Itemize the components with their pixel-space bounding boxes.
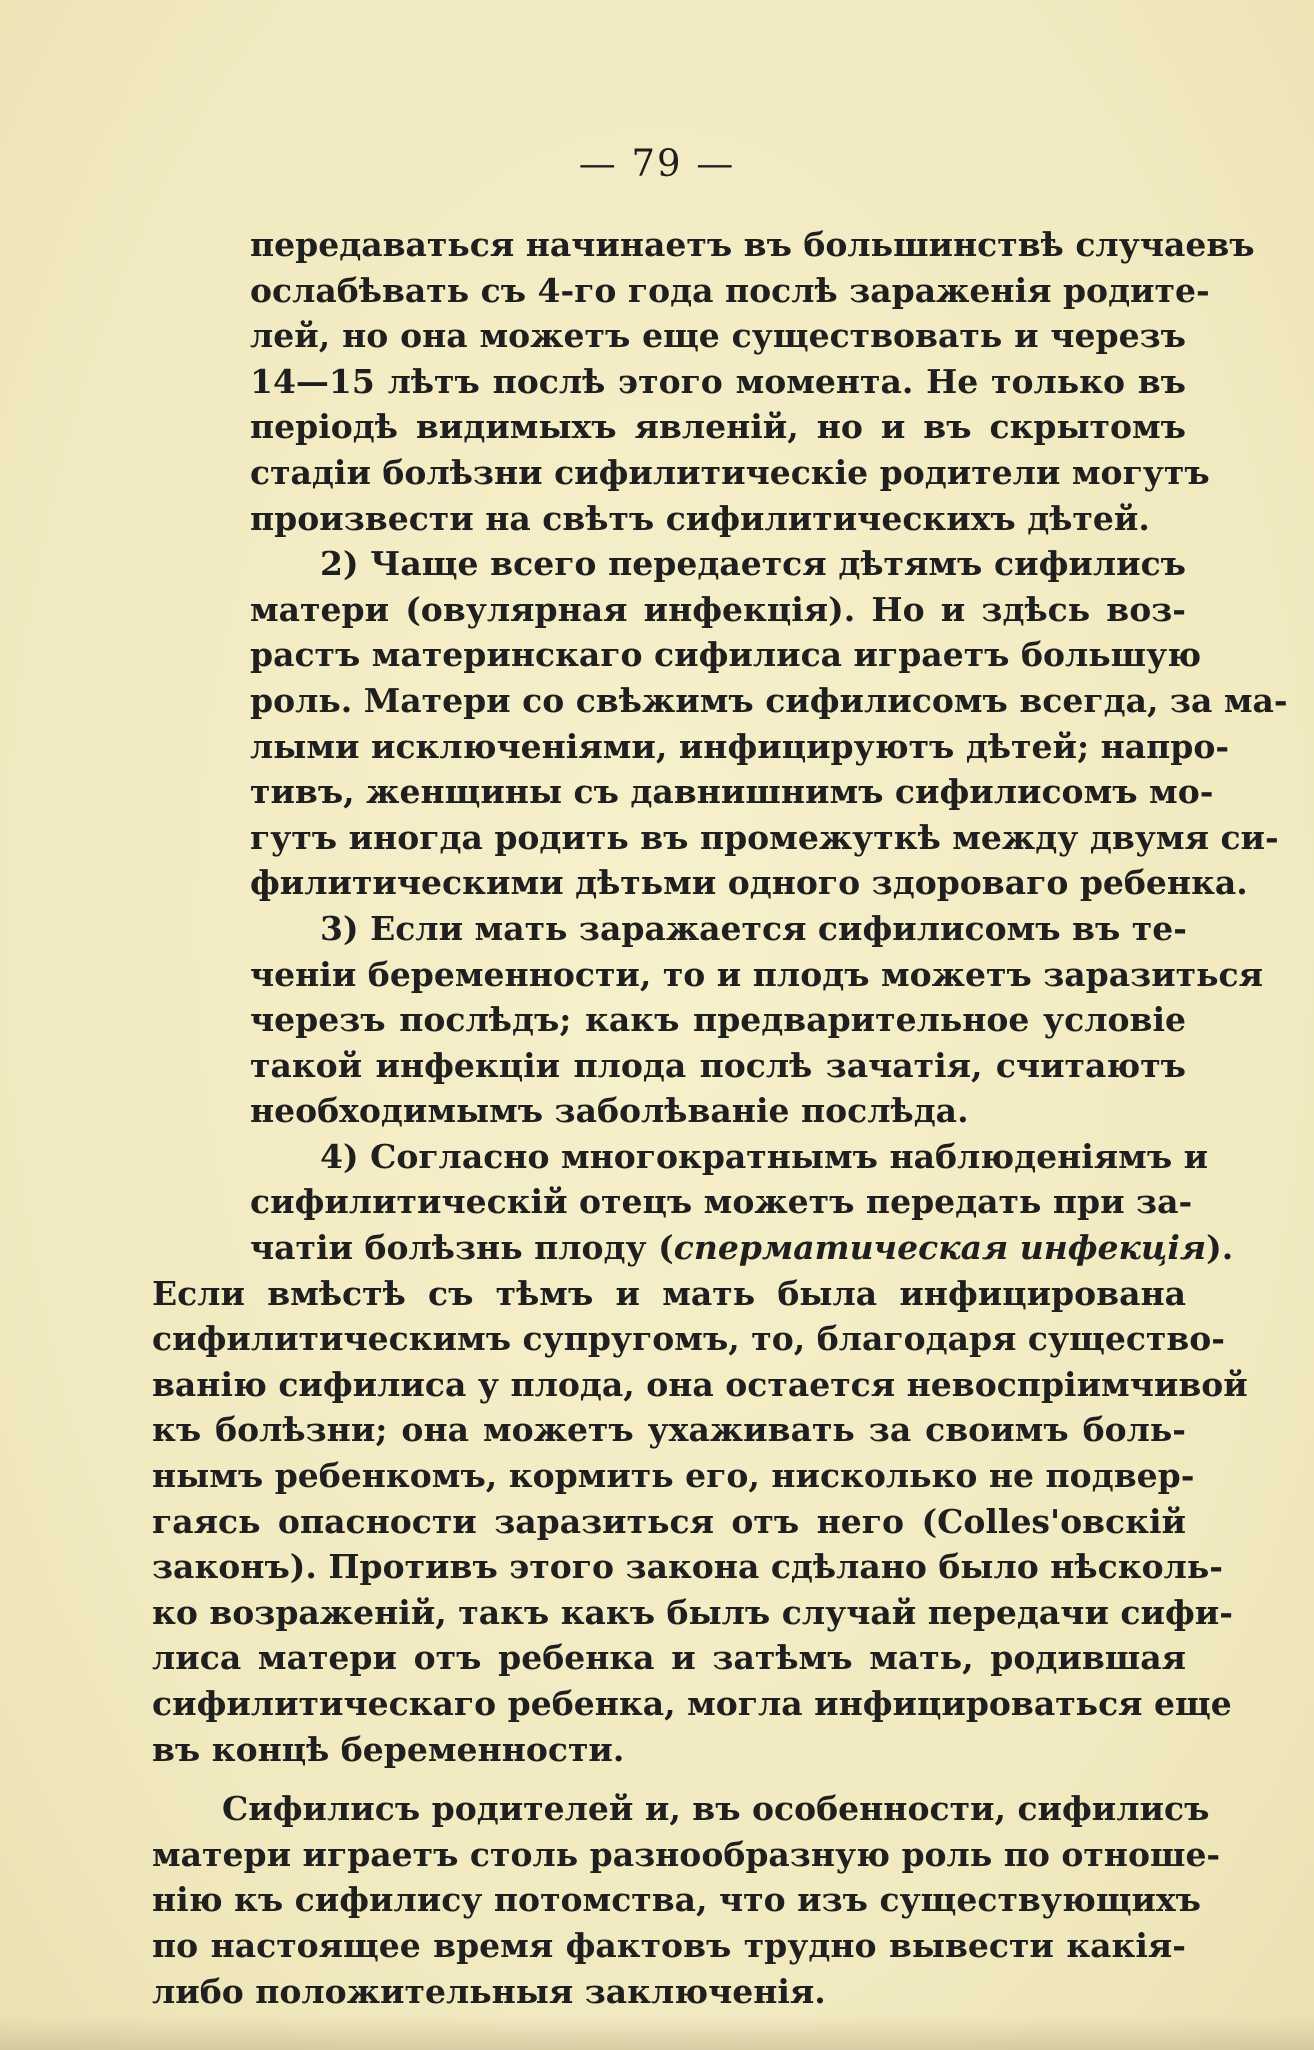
text-line: нію къ сифилису потомства, что изъ существующихъ — [152, 1880, 1201, 1920]
text-line: матери играетъ столь разнообразную роль по отноше- — [152, 1834, 1221, 1874]
text-line: такой инфекціи плода послѣ зачатія, считаютъ — [250, 1045, 1186, 1085]
text-line: Если вмѣстѣ съ тѣмъ и мать была инфицирована — [152, 1273, 1186, 1313]
text-line — [250, 1225, 1234, 1271]
page-edge-shadow — [0, 2016, 1314, 2050]
text-line: 4) Согласно многократнымъ наблюденіямъ и — [320, 1136, 1209, 1176]
page-number: — 79 — — [578, 142, 736, 185]
text-line: 14—15 лѣтъ послѣ этого момента. Не только въ — [250, 361, 1186, 401]
text-line: филитическими дѣтьми одного здороваго ребенка. — [250, 863, 1248, 903]
text-line: необходимымъ заболѣваніе послѣда. — [250, 1091, 969, 1131]
text-line: тивъ, женщины съ давнишнимъ сифилисомъ мо- — [250, 772, 1214, 812]
text-line: къ болѣзни; она можетъ ухаживать за своимъ боль- — [152, 1410, 1186, 1450]
text-line: въ концѣ беременности. — [152, 1729, 625, 1769]
text-line: законъ). Противъ этого закона сдѣлано было нѣсколь- — [152, 1547, 1223, 1587]
text-line: гутъ иногда родить въ промежуткѣ между двумя си- — [250, 817, 1279, 857]
text-line: ченіи беременности, то и плодъ можетъ заразиться — [250, 954, 1263, 994]
text-line: Сифилисъ родителей и, въ особенности, сифилисъ — [222, 1789, 1210, 1829]
text-line: сифилитическій отецъ можетъ передать при за- — [250, 1182, 1193, 1222]
text-run: ). — [1206, 1228, 1234, 1268]
text-line: лыми исключеніями, инфицируютъ дѣтей; напро- — [250, 726, 1230, 766]
text-line: ко возраженій, такъ какъ былъ случай передачи сифи- — [152, 1592, 1233, 1632]
text-line: періодѣ видимыхъ явленій, но и въ скрытомъ — [250, 407, 1186, 447]
text-line: ванію сифилиса у плода, она остается невоспріимчивой — [152, 1364, 1248, 1404]
text-line: либо положительныя заключенія. — [152, 1971, 826, 2011]
text-line: произвести на свѣтъ сифилитическихъ дѣтей. — [250, 498, 1150, 538]
text-line: 3) Если мать заражается сифилисомъ въ те- — [320, 908, 1187, 948]
text-line: черезъ послѣдъ; какъ предварительное условіе — [250, 1000, 1186, 1040]
text-line: сифилитическаго ребенка, могла инфицироваться еще — [152, 1684, 1232, 1723]
text-line: нымъ ребенкомъ, кормить его, нисколько не подвер- — [152, 1456, 1195, 1496]
text-line: ослабѣвать съ 4-го года послѣ зараженія родите- — [250, 270, 1210, 310]
text-line: стадіи болѣзни сифилитическіе родители могутъ — [250, 452, 1210, 492]
text-line: матери (овулярная инфекція). Но и здѣсь воз- — [250, 589, 1186, 629]
body-text — [152, 222, 1288, 2014]
text-line: растъ материнскаго сифилиса играетъ большую — [250, 635, 1202, 675]
text-line: по настоящее время фактовъ трудно вывести какія- — [152, 1925, 1186, 1965]
text-line: лей, но она можетъ еще существовать и черезъ — [250, 316, 1186, 356]
text-line: гаясь опасности заразиться отъ него (Colles'овскій — [152, 1501, 1186, 1541]
text-line: роль. Матери со свѣжимъ сифилисомъ всегда, за ма- — [250, 680, 1288, 720]
paragraph-gap — [250, 1772, 1186, 1786]
text-line: сифилитическимъ супругомъ, то, благодаря существо- — [152, 1319, 1225, 1359]
text-run: чатіи болѣзнь плоду ( — [250, 1228, 674, 1268]
italic-term: сперматическая инфекція — [673, 1228, 1207, 1268]
text-line: 2) Чаще всего передается дѣтямъ сифилисъ — [320, 544, 1186, 584]
text-line: передаваться начинаетъ въ большинствѣ случаевъ — [250, 225, 1255, 264]
text-line: лиса матери отъ ребенка и затѣмъ мать, родившая — [152, 1638, 1186, 1678]
